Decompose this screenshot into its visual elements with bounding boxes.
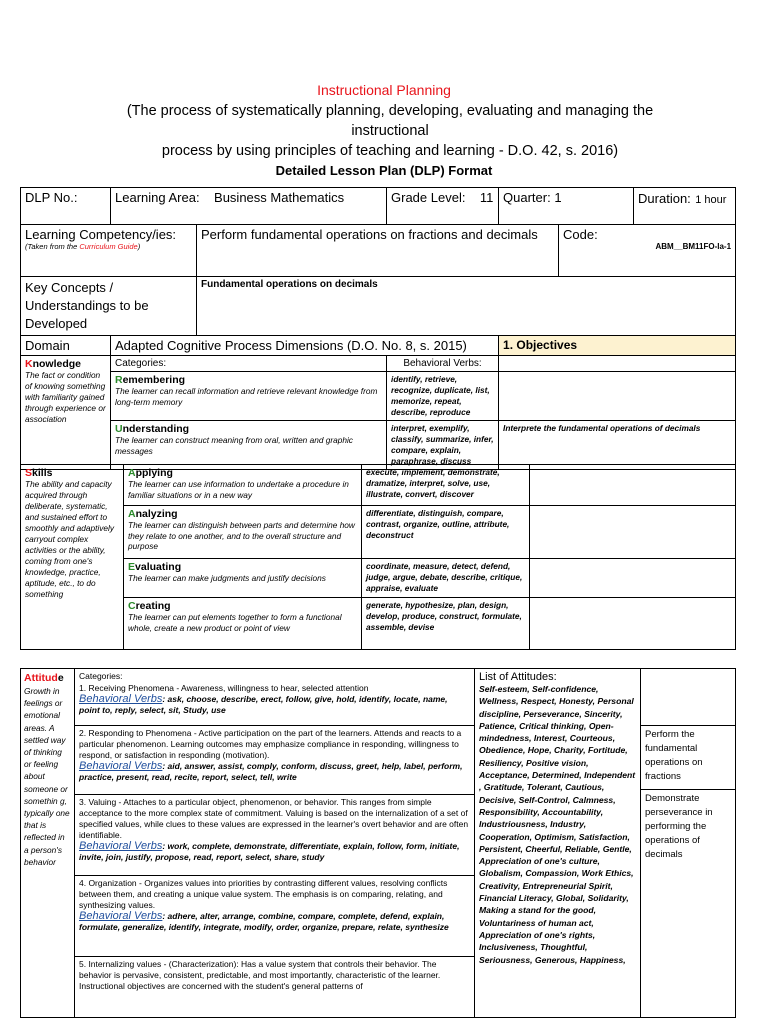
understanding-desc: The learner can construct meaning from oral, written and graphic messages (115, 435, 353, 456)
key-concepts-label-cell (21, 277, 197, 336)
grade-level-value: 11 (479, 190, 494, 205)
code-value: ABM__BM11FO-Ia-1 (655, 242, 732, 251)
skills-domain-cell (21, 465, 124, 650)
understanding-verbs: interpret, exemplify, classify, summarize, infer, compare, explain, paraphrase, discuss (387, 421, 499, 470)
skills-rest: kills (32, 467, 53, 479)
creating-desc: The learner can put elements together to form a functional whole, create a new product or point of view (128, 612, 342, 633)
adapted-header: Adapted Cognitive Process Dimensions (D.O. No. 8, s. 2015) (115, 338, 467, 353)
list-of-attitudes-label: List of Attitudes: (479, 671, 557, 683)
attitude-item-1 (75, 681, 474, 726)
attitude-item-4-text: 4. Organization - Organizes values into priorities by contrasting different values, resolving conflicts between them, and creating a unique value system. The emphasis is on comparing, relating, and synthesizing values. (79, 878, 448, 910)
attitude-domain-cell (21, 669, 75, 1018)
learning-area-label: Learning Area: (115, 190, 200, 205)
analyzing-objective (530, 506, 736, 559)
attitude-categories-label: Categories: (79, 671, 123, 681)
attitude-item-2-verbs: : aid, answer, assist, comply, conform, discuss, greet, help, label, perform, practice, present, read, recite, report, select, tell, write (79, 761, 463, 782)
quarter-cell (499, 188, 634, 225)
domain-header: Domain (25, 338, 70, 353)
skills-title (25, 467, 119, 479)
attitude-objective-blank (641, 669, 736, 726)
attitude-item-1-verbs: : ask, choose, describe, erect, follow, give, hold, identify, locate, name, point to, reply, select, sit, Study, use (79, 694, 448, 715)
competency-value: Perform fundamental operations on fractions and decimals (201, 227, 538, 242)
attitude-item-5 (75, 957, 474, 1001)
competency-note-prefix: (Taken from the (25, 242, 80, 251)
attitude-desc: Growth in feelings or emotional areas. A settled way of thinking or feeling about someone or somethin g, typically one that is reflected in a person's behavior (24, 686, 70, 867)
creating-cell (124, 598, 362, 650)
creating-verbs: generate, hypothesize, plan, design, develop, produce, construct, formulate, assemble, devise (362, 598, 530, 650)
subtitle-line-2: process by using principles of teaching and learning - D.O. 42, s. 2016) (161, 143, 619, 159)
analyzing-desc: The learner can distinguish between parts and determine how they relate to one another, and to the overall structure and purpose (128, 520, 355, 551)
attitude-item-2 (75, 726, 474, 795)
understanding-cell (111, 421, 387, 470)
understanding-first-letter: U (115, 423, 123, 435)
key-concepts-value-cell (197, 277, 736, 336)
attitude-item-1-text: 1. Receiving Phenomena - Awareness, willingness to hear, selected attention (79, 683, 369, 693)
verbs-header-cell (387, 356, 499, 372)
evaluating-rest: valuating (135, 561, 182, 573)
competency-value-cell (197, 225, 559, 277)
understanding-objective: Interprete the fundamental operations of decimals (499, 421, 736, 470)
duration-label: Duration: (638, 191, 691, 206)
curriculum-guide-link: Curriculum Guide (79, 242, 138, 251)
applying-verbs: execute, implement, demonstrate, dramatize, interpret, solve, use, illustrate, convert, discover (362, 465, 530, 506)
adapted-header-cell (111, 336, 499, 356)
key-concepts-label: Key Concepts / Understandings to be Developed (25, 280, 149, 331)
creating-rest: reating (135, 600, 171, 612)
attitude-rest: e (57, 672, 64, 684)
quarter-value: 1 (554, 190, 562, 205)
evaluating-desc: The learner can make judgments and justify decisions (128, 573, 326, 583)
behavioral-verbs-label-1: Behavioral Verbs (79, 693, 163, 705)
dlp-no-label: DLP No.: (25, 190, 78, 205)
creating-objective (530, 598, 736, 650)
remembering-first-letter: R (115, 374, 123, 386)
skills-table (20, 464, 736, 650)
remembering-rest: emembering (122, 374, 186, 386)
quarter-label: Quarter: (503, 190, 551, 205)
code-cell (559, 225, 736, 277)
key-concepts-value: Fundamental operations on decimals (201, 279, 378, 290)
remembering-cell (111, 372, 387, 421)
analyzing-title (128, 508, 357, 520)
knowledge-first-letter: K (25, 358, 33, 370)
categories-header-cell (111, 356, 387, 372)
attitude-item-3-text: 3. Valuing - Attaches to a particular object, phenomenon, or behavior. This ranges from simple acceptance to the more complex state of commitment. Valuing is based on the internalization of a set of specified values, while clues to these values are expressed in the learner's overt behavior and are often identifiable. (79, 797, 469, 840)
evaluating-verbs: coordinate, measure, detect, defend, judge, argue, debate, describe, critique, appraise, evaluate (362, 559, 530, 598)
evaluating-cell (124, 559, 362, 598)
applying-first-letter: A (128, 467, 136, 479)
page-title: Instructional Planning (317, 82, 451, 98)
attitude-item-4 (75, 876, 474, 957)
attitude-table (20, 668, 736, 1018)
dlp-main-table (20, 187, 736, 470)
applying-desc: The learner can use information to undertake a procedure in familiar situations or in a new way (128, 479, 349, 500)
learning-area-cell (111, 188, 387, 225)
attitude-item-3 (75, 795, 474, 876)
objectives-header-cell (499, 336, 736, 356)
behavioral-verbs-label-2: Behavioral Verbs (79, 760, 163, 772)
domain-header-cell (21, 336, 111, 356)
remembering-title (115, 374, 382, 386)
duration-cell (634, 188, 736, 225)
duration-value: 1 hour (695, 194, 727, 206)
understanding-rest: nderstanding (122, 423, 190, 435)
attitude-categories-cell (75, 669, 475, 1018)
evaluating-title (128, 561, 357, 573)
applying-objective (530, 465, 736, 506)
analyzing-first-letter: A (128, 508, 136, 520)
attitude-item-3-verbs: : work, complete, demonstrate, differentiate, explain, follow, form, initiate, invite, join, justify, propose, read, report, select, share, study (79, 841, 460, 862)
attitude-first-part: Attitud (24, 672, 58, 684)
grade-level-cell (387, 188, 499, 225)
knowledge-desc: The fact or condition of knowing something with familiarity gained through experience or association (25, 370, 106, 424)
competency-label: Learning Competency/ies: (25, 227, 177, 242)
analyzing-cell (124, 506, 362, 559)
applying-rest: pplying (135, 467, 173, 479)
attitude-item-2-text: 2. Responding to Phenomena - Active participation on the part of the learners. Attends and reacts to a particular phenomenon. Learning outcomes may emphasize compliance in responding, willingness to respond, or satisfaction in responding (motivation). (79, 728, 462, 760)
applying-cell (124, 465, 362, 506)
evaluating-first-letter: E (128, 561, 136, 573)
creating-title (128, 600, 357, 612)
analyzing-verbs: differentiate, distinguish, compare, contrast, organize, outline, attribute, deconstruct (362, 506, 530, 559)
learning-area-value: Business Mathematics (214, 190, 345, 205)
categories-header: Categories: (115, 358, 167, 369)
competency-label-cell (21, 225, 197, 277)
creating-first-letter: C (128, 600, 136, 612)
attitude-objective-1: Perform the fundamental operations on fractions (641, 726, 736, 790)
page-subtitle (90, 101, 690, 161)
knowledge-title (25, 358, 106, 370)
analyzing-rest: nalyzing (135, 508, 178, 520)
verbs-header: Behavioral Verbs: (403, 358, 482, 369)
behavioral-verbs-label-3: Behavioral Verbs (79, 840, 163, 852)
list-of-attitudes-text: Self-esteem, Self-confidence, Wellness, Respect, Honesty, Personal discipline, Perseverance, Sincerity, Patience, Critical thinking, Open-mindedness, Interest, Courteous, Obedience, Hope, Charity, Fortitude, Resiliency, Positive vision, Acceptance, Determined, Independent , Gratitude, Tolerant, Cautious, Decisive, Self-Control, Calmness, Responsibility, Accountability, Industriousness, Industry, Cooperation, Optimism, Satisfaction, Persistent, Cheerful, Reliable, Gentle, Appreciation of one's culture, Globalism, Compassion, Work Ethics, Creativity, Entrepreneurial Spirit, Financial Literacy, Global, Solidarity, Making a stand for the good, Voluntariness of human act, Appreciation of one's rights, Inclusiveness, Thoughtful, Seriousness, Generous, Happiness, (479, 684, 636, 965)
skills-desc: The ability and capacity acquired through deliberate, systematic, and sustained effort to smoothly and adaptively carryout complex activities or the ability, coming from one's knowledge, practice, aptitude, etc., to do something (25, 479, 115, 599)
remembering-desc: The learner can recall information and retrieve relevant knowledge from long-term memory (115, 386, 378, 407)
skills-first-letter: S (25, 467, 33, 479)
behavioral-verbs-label-4: Behavioral Verbs (79, 910, 163, 922)
dlp-no-cell (21, 188, 111, 225)
attitude-objective-2: Demonstrate perseverance in performing the operations of decimals (641, 790, 736, 1018)
code-label: Code: (563, 227, 598, 242)
attitude-item-4-verbs: : adhere, alter, arrange, combine, compare, complete, defend, explain, formulate, generalize, identify, integrate, modify, order, organize, prepare, relate, synthesize (79, 911, 449, 932)
dlp-format-title: Detailed Lesson Plan (DLP) Format (275, 163, 493, 178)
subtitle-line-1: (The process of systematically planning, developing, evaluating and managing the instructional (126, 103, 654, 139)
competency-note-suffix: ) (137, 242, 141, 251)
understanding-title (115, 423, 382, 435)
applying-title (128, 467, 357, 479)
list-of-attitudes-cell (475, 669, 641, 1018)
competency-note (25, 242, 192, 251)
attitude-title (24, 671, 71, 685)
remembering-objective (499, 372, 736, 421)
grade-level-label: Grade Level: (391, 190, 466, 205)
remembering-verbs: identify, retrieve, recognize, duplicate, list, memorize, repeat, describe, reproduce (387, 372, 499, 421)
objectives-header: 1. Objectives (503, 338, 578, 352)
objectives-blank-cell (499, 356, 736, 372)
knowledge-rest: nowledge (32, 358, 82, 370)
evaluating-objective (530, 559, 736, 598)
knowledge-domain-cell (21, 356, 111, 470)
attitude-item-5-text: 5. Internalizing values - (Characterization): Has a value system that controls their behavior. The behavior is pervasive, consistent, predictable, and most importantly, characteristic of the learner. Instructional objectives are concerned with the student's general patterns of (79, 959, 441, 991)
